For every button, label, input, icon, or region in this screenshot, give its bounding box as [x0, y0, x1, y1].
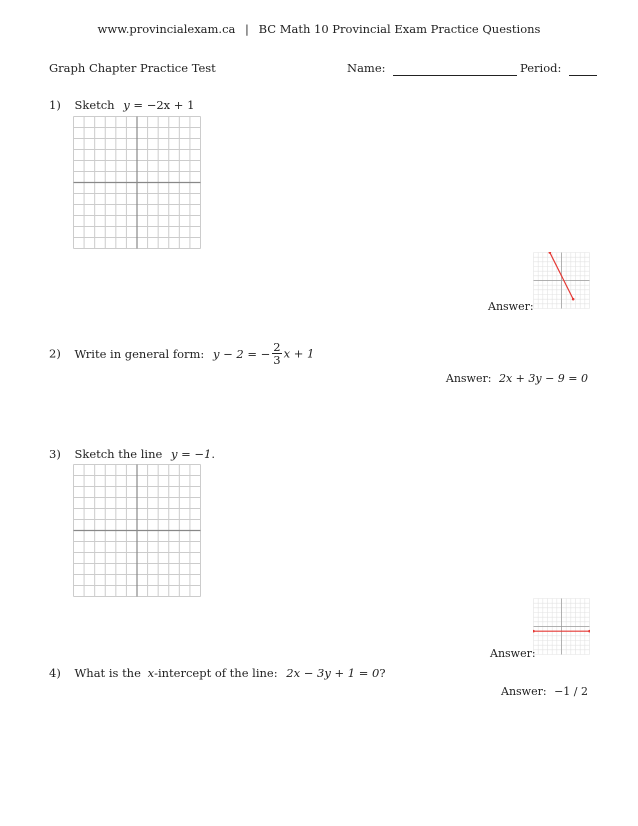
- question-number: 3): [49, 447, 61, 461]
- answer-label-q1: Answer:: [488, 300, 534, 313]
- period-label: Period:: [520, 61, 562, 75]
- answer-point: [533, 630, 535, 633]
- question-math: = −2x + 1: [129, 98, 195, 112]
- header-title: BC Math 10 Provincial Exam Practice Questions: [258, 22, 541, 36]
- test-title: Graph Chapter Practice Test: [49, 61, 216, 75]
- question-prompt: Sketch the line: [74, 447, 163, 461]
- blank-grid-q3: [73, 464, 201, 597]
- answer-q4: [501, 685, 588, 698]
- question-math-left: y − 2 = −: [212, 346, 271, 361]
- question-number: 4): [49, 666, 61, 680]
- fraction-numerator: 2: [273, 340, 281, 354]
- answer-point: [588, 630, 590, 633]
- question-math-x: x: [147, 666, 155, 680]
- question-prompt-a: What is the: [74, 666, 141, 680]
- question-math: y = −1: [170, 447, 212, 461]
- question-number: 2): [49, 346, 61, 361]
- question-1: [49, 98, 194, 112]
- header-separator: |: [245, 22, 249, 36]
- question-math-y: y: [123, 98, 130, 112]
- name-label: Name:: [347, 61, 386, 75]
- answer-graph-q3: [533, 598, 590, 655]
- answer-q2: [446, 372, 588, 385]
- fraction-denominator: 3: [273, 353, 281, 367]
- question-prompt: Write in general form:: [74, 346, 205, 361]
- answer-graph-q1: [533, 252, 590, 309]
- question-prompt-b: -intercept of the line:: [154, 666, 278, 680]
- answer-point: [572, 298, 575, 301]
- blank-grid-q1: [73, 116, 201, 249]
- question-math: 2x − 3y + 1 = 0: [286, 666, 380, 680]
- answer-label: Answer:: [501, 685, 547, 698]
- answer-label-q3: Answer:: [490, 647, 536, 660]
- question-4: [49, 666, 386, 680]
- answer-value: −1 / 2: [554, 685, 588, 698]
- question-trail: .: [211, 447, 216, 461]
- answer-label: Answer:: [445, 372, 492, 385]
- question-3: [49, 447, 215, 461]
- answer-value: 2x + 3y − 9 = 0: [498, 372, 588, 385]
- question-number: 1): [49, 98, 61, 112]
- question-math-right: x + 1: [283, 346, 315, 361]
- question-trail: ?: [379, 666, 386, 680]
- page-header: [0, 22, 638, 36]
- period-blank: [569, 61, 597, 76]
- fraction: [272, 341, 281, 366]
- header-site: www.provincialexam.ca: [97, 22, 236, 36]
- name-blank: [393, 61, 517, 76]
- period-field: [520, 61, 597, 76]
- name-field: [347, 61, 517, 76]
- question-2: [49, 341, 314, 366]
- question-prompt: Sketch: [74, 98, 115, 112]
